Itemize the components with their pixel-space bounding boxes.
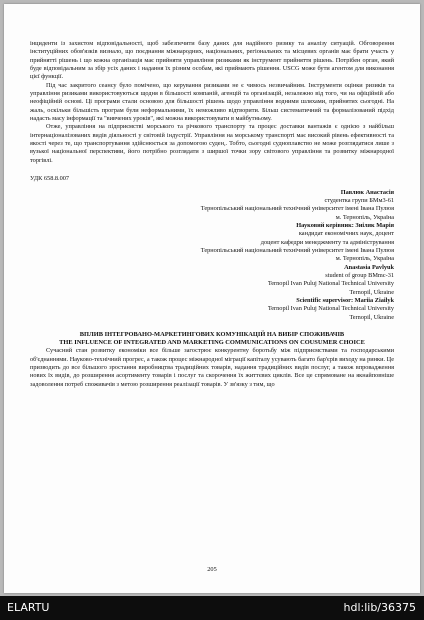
author-line: Ternopil, Ukraine [349,313,394,321]
author-line: м. Тернопіль, Україна [335,213,394,221]
paragraph-2: Під час закритого сеансу було помічено, що керування ризиками не є чимось незвичайним. Інструменти оцінки ризиків та управління ризиками використовуються щодня в більшості компаній, агенцій та організацій, незалежно від того, чи на офіційній або неофіційній основі. Ці програми стали основою для більшості рішень щодо управління водними шляхами, прийнятих сьогодні. На жаль, оскільки більшість програм були неформальними, їх неможливо відтворити. Більш систематичний та формалізований підхід надасть масу інформації та "вивчених уроків", які можна використовувати в майбутньому. [30,81,394,123]
repository-name: ELARTU [7,601,50,614]
paragraph-1: інциденти із захистом відповідальності, щоб забезпечити базу даних для надійного ризику та аналізу ситуацій. Обговорення інституційних обов'язків визнало, що поєднання міжнародних, національних, регіональних та місцевих органів має брати участь у прийнятті рішень і що кожна організація має прийняти управління ризиками як інструмент прийняття рішень. Потрібен орган, який буде відповідальним за збір усіх даних і надання їх різним особам, які приймають рішення. USCG може бути агентом для виконання цієї функції. [30,40,394,81]
author-line: студентка групи БМм3-61 [324,196,394,204]
author-line: Scientific supervisor: Mariia Ziailyk [296,296,394,304]
page-number: 205 [207,566,217,573]
author-line: м. Тернопіль, Україна [335,255,394,263]
document-page [4,4,420,593]
article-title [30,331,394,347]
author-line: Тернопільський національний технічний університет імені Івана Пулюя [200,246,394,254]
author-line: доцент кафедри менеджменту та адміністрування [260,238,394,246]
handle-id: hdl:lib/36375 [343,601,416,614]
paragraph-3: Отже, управління на підприємстві морського та річкового транспорту та процес доставки вантажів є однією з найбільш інтернаціоналізованих видів діяльності у світовій індустрії. Управління на морському транспорті має високий рівень ефективності та якості через те, що транспортування здійснюється за допомогою суден,. Тобто, сьогодні судноплавство не може розглядатися лише з вузької національної перспективи, його потрібно розглядати з ширшої точки зору світового управління та розвитку міжнародної торгівлі. [30,123,394,164]
author-line: Ternopil Ivan Puluj National Technical University [267,305,394,313]
author-line: student of group BMmc-31 [325,271,394,279]
author-line: Anastasia Pavlyuk [344,263,394,271]
footer-bar [0,596,424,620]
author-line: Павлюк Анастасія [340,188,394,196]
title-english: THE INFLUENCE OF INTEGRATED AND MARKETING COMMUNICATIONS ON COUSUMER CHOICE [59,339,365,347]
title-ukrainian: ВПЛИВ ІНТЕГРОВАНО-МАРКЕТИНГОВИХ КОМУНІКАЦІЙ НА ВИБІР СПОЖИВАЧІВ [79,331,345,338]
author-line: Науковий керівник: Зиіляк Марія [296,221,394,229]
author-line: Ternopil Ivan Puluj National Technical University [267,280,394,288]
page-content [30,40,394,389]
body-paragraph: Сучасний стан розвитку економіки все більше загострює конкурентну боротьбу між підприємствами та господарськими об'єднаннями. Науково-технічний прогрес, а також процес міжнародної міграції капіталу усувають багато бар'єрів виходу на ринки. Це призводить до все більшого зростання виробництва традиційних товарів, надання традиційних видів послуг, а також впровадження нових їх видів, до розширення асортименту товарів і послуг та скорочення їх життєвих циклів. Все це спрямоване на якнайповніше задоволення потреб споживачів з метою розширення реалізації товарів. У зв'язку з тим, що [30,347,394,388]
udc-code: УДК 658.8.007 [30,175,70,183]
author-line: кандидат економічних наук, доцент [298,230,394,238]
author-line: Тернопільський національний технічний університет імені Івана Пулюя [200,205,394,213]
author-block [30,189,394,323]
author-line: Ternopil, Ukraine [349,288,394,296]
